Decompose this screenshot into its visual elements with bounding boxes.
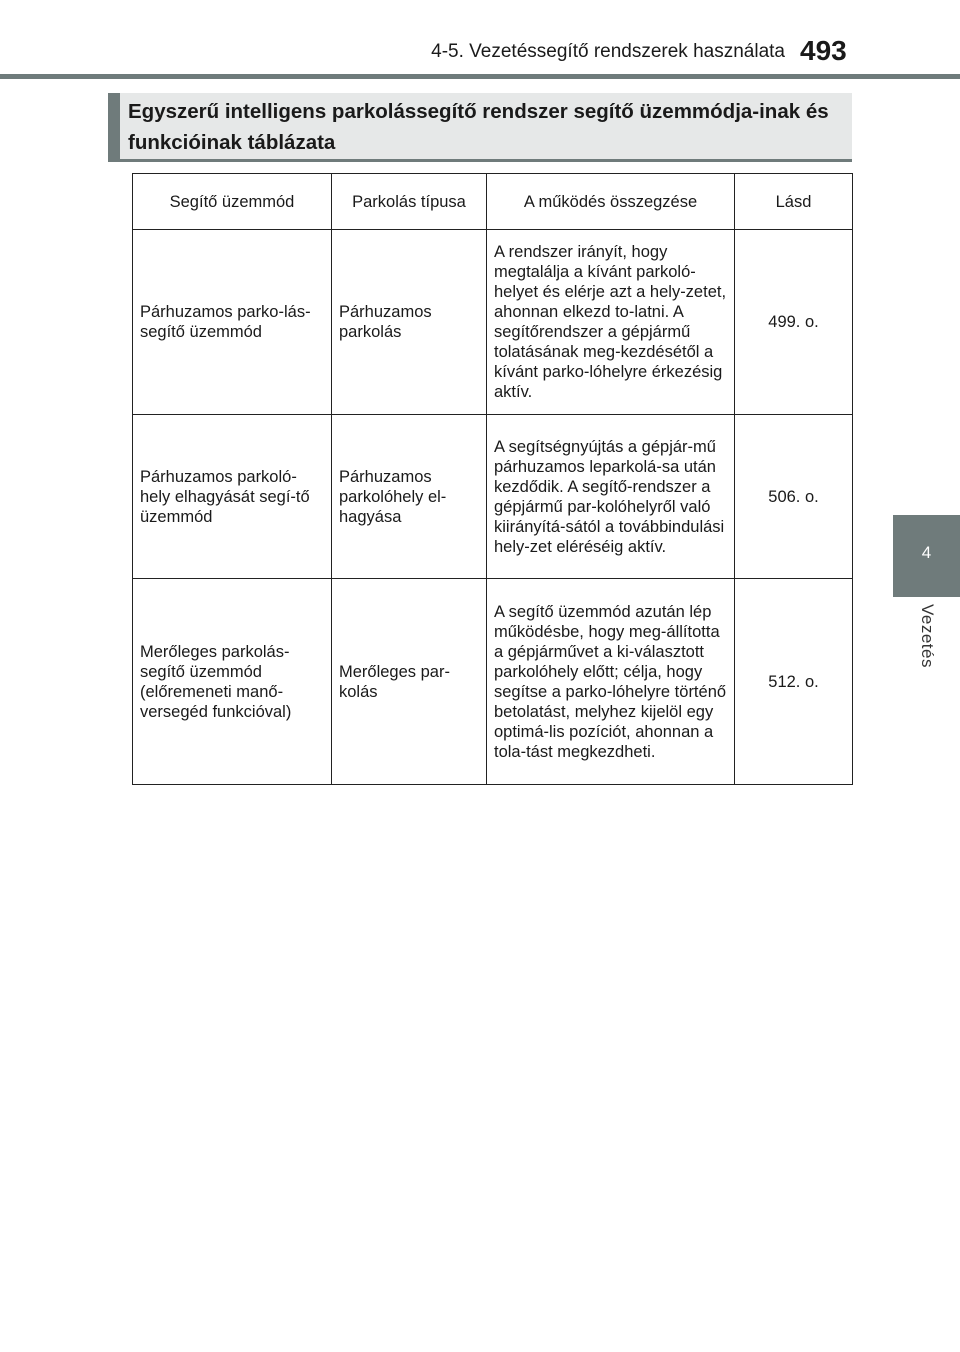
header-divider [0,74,960,79]
page-reference-cell: 499. o. [735,230,853,415]
table-row [133,579,853,785]
section-heading-underline [108,159,852,162]
page-number: 493 [800,35,847,66]
column-header-parking-type: Parkolás típusa [332,174,487,230]
running-header-title: 4-5. Vezetéssegítő rendszerek használata [431,41,785,62]
summary-cell: A rendszer irányít, hogy megtalálja a kívánt parkoló-helyet és elérje azt a hely-zetet, ahonnan elkezd to-latni. A segítőrendszer a gépjármű tolatásának meg-kezdésétől a kívánt parko-lóhelyre érkezésig aktív. [487,230,735,415]
chapter-number: 4 [921,543,932,562]
page-reference-cell: 506. o. [735,415,853,579]
table-header-row [133,174,853,230]
summary-cell: A segítő üzemmód azután lép működésbe, hogy meg-állította a gépjárművet a ki-választott parkolóhely előtt; célja, hogy segítse a parko-lóhelyre történő betolatást, melyhez kijelöl egy optimá-lis pozíciót, ahonnan a tola-tást megkezdheti. [487,579,735,785]
chapter-tab [893,515,960,597]
parking-type-cell: Merőleges par-kolás [332,579,487,785]
page-reference-cell: 512. o. [735,579,853,785]
table-row [133,230,853,415]
mode-cell: Párhuzamos parko-lás-segítő üzemmód [133,230,332,415]
summary-cell: A segítségnyújtás a gépjár-mű párhuzamos leparkolá-sa után kezdődik. A segítő-rendszer a gépjármű par-kolóhelyről való kiirányítá-sától a továbbindulási hely-zet eléréséig aktív. [487,415,735,579]
column-header-mode: Segítő üzemmód [133,174,332,230]
mode-cell: Merőleges parkolás-segítő üzemmód (előremeneti manő-versegéd funkcióval) [133,579,332,785]
mode-cell: Párhuzamos parkoló-hely elhagyását segí-tő üzemmód [133,415,332,579]
column-header-see: Lásd [735,174,853,230]
chapter-label: Vezetés [918,604,937,668]
table-row [133,415,853,579]
section-heading [108,93,852,161]
parking-type-cell: Párhuzamos parkolás [332,230,487,415]
section-title: Egyszerű intelligens parkolássegítő rendszer segítő üzemmódja-inak és funkcióinak táblázata [128,100,829,154]
assist-modes-table [132,173,853,785]
parking-type-cell: Párhuzamos parkolóhely el-hagyása [332,415,487,579]
column-header-summary: A működés összegzése [487,174,735,230]
